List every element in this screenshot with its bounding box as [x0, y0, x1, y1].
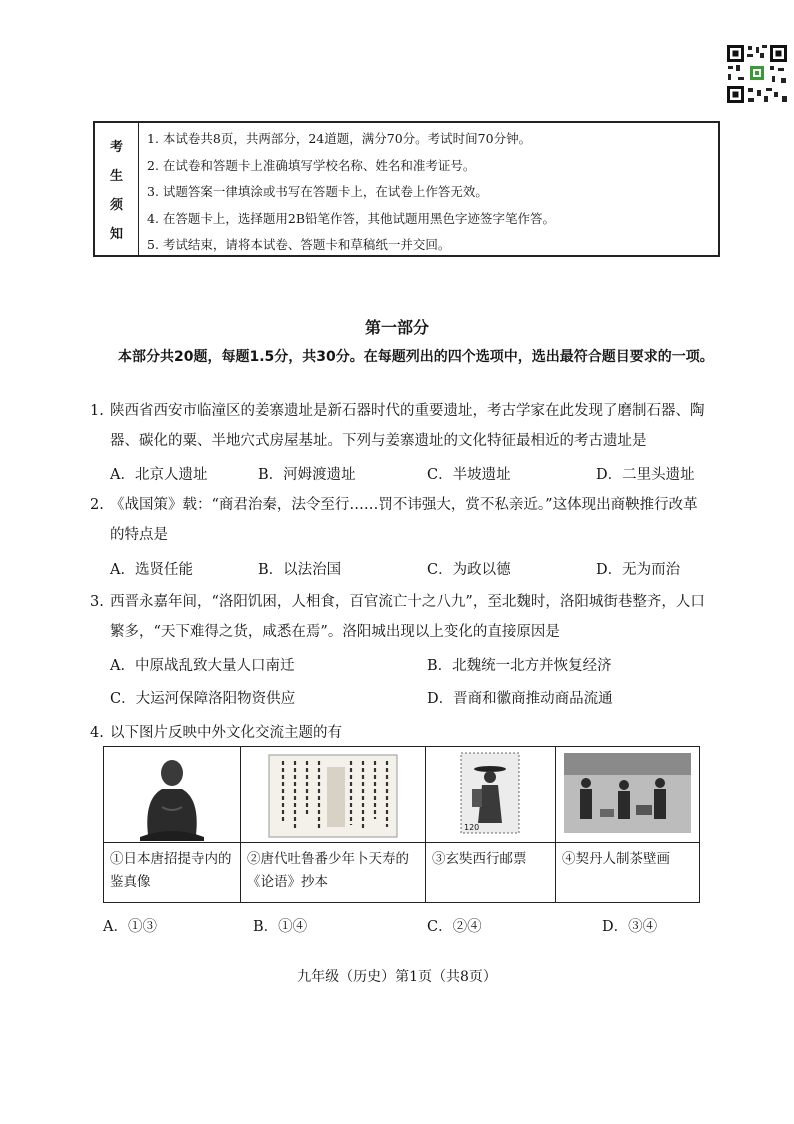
question-number: 4. [90, 725, 104, 741]
picture-column-3 [426, 747, 556, 902]
question-4 [90, 718, 730, 748]
notice-label [95, 123, 139, 255]
question-text: 陕西省西安市临潼区的姜寨遗址是新石器时代的重要遗址，考古学家在此发现了磨制石器、陶 [110, 403, 705, 419]
option-b: B．以法治国 [258, 562, 342, 578]
analects-manuscript-image [241, 747, 425, 843]
picture-caption: ④契丹人制茶壁画 [562, 851, 670, 867]
option-c: C．半坡遗址 [427, 467, 511, 483]
notice-item: 3. 试题答案一律填涂或书写在答题卡上，在试卷上作答无效。 [147, 184, 488, 199]
option-b: B．①④ [253, 919, 308, 935]
jianzhen-statue-image [104, 747, 240, 843]
notice-item: 1. 本试卷共8页，共两部分，24道题，满分70分。考试时间70分钟。 [147, 131, 532, 146]
option-c: C．②④ [427, 919, 482, 935]
stamp-value-label: 120 [464, 823, 480, 832]
picture-caption: ②唐代吐鲁番少年卜天寿的《论语》抄本 [247, 851, 409, 890]
question-2 [90, 490, 730, 550]
picture-cell [556, 747, 699, 843]
question-number: 1. [90, 403, 104, 419]
question-text: 以下图片反映中外文化交流主题的有 [110, 725, 342, 741]
picture-cell [241, 747, 425, 843]
question-text-continued: 器、碳化的粟、半地穴式房屋基址。下列与姜寨遗址的文化特征最相近的考古遗址是 [110, 433, 647, 449]
option-d: D．③④ [602, 919, 658, 935]
option-a: A．中原战乱致大量人口南迁 [110, 658, 295, 674]
question-number: 3. [90, 594, 104, 610]
question-1 [90, 396, 730, 456]
picture-column-2 [241, 747, 426, 902]
option-d: D．晋商和徽商推动商品流通 [427, 691, 613, 707]
question-4-options [103, 915, 730, 941]
picture-caption: ①日本唐招提寺内的鉴真像 [110, 851, 232, 890]
notice-list [139, 123, 718, 255]
question-text: 《战国策》载：“商君治秦，法令至行……罚不讳强大，赏不私亲近。”这体现出商鞅推行改革 [110, 497, 698, 513]
option-a: A．①③ [103, 919, 157, 935]
option-d: D．无为而治 [596, 562, 681, 578]
question-text-continued: 繁多，“天下难得之货，咸悉在焉”。洛阳城出现以上变化的直接原因是 [110, 624, 560, 640]
page-footer: 九年级（历史）第1页（共8页） [297, 969, 497, 985]
notice-label-char: 生 [109, 169, 123, 184]
question-1-options [110, 463, 730, 489]
part-instructions: 本部分共20题，每题1.5分，共30分。在每题列出的四个选项中，选出最符合题目要求的一项。 [118, 349, 714, 365]
picture-column-4 [556, 747, 699, 902]
candidate-notice-box [93, 121, 720, 257]
question-number: 2. [90, 497, 104, 513]
option-c: C．大运河保障洛阳物资供应 [110, 691, 296, 707]
option-b: B．河姆渡遗址 [258, 467, 356, 483]
question-text-continued: 的特点是 [110, 527, 168, 543]
picture-table [103, 746, 700, 903]
option-d: D．二里头遗址 [596, 467, 695, 483]
khitan-tea-mural-image [556, 747, 699, 843]
question-3-options-row-2 [110, 687, 730, 713]
picture-column-1 [104, 747, 241, 902]
option-b: B．北魏统一北方并恢复经济 [427, 658, 612, 674]
notice-label-char: 知 [109, 227, 123, 242]
notice-label-char: 须 [109, 198, 123, 213]
question-text: 西晋永嘉年间，“洛阳饥困，人相食，百官流亡十之八九”，至北魏时，洛阳城街巷整齐，人口 [110, 594, 705, 610]
notice-label-char: 考 [109, 140, 123, 155]
notice-item: 2. 在试卷和答题卡上准确填写学校名称、姓名和准考证号。 [147, 157, 476, 173]
question-2-options [110, 558, 730, 584]
option-a: A．选贤任能 [110, 562, 193, 578]
question-3 [90, 587, 730, 647]
option-a: A．北京人遗址 [110, 467, 208, 483]
qr-code-image [726, 44, 788, 104]
notice-item: 5. 考试结束，请将本试卷、答题卡和草稿纸一并交回。 [147, 237, 451, 252]
question-3-options-row-1 [110, 654, 730, 680]
picture-cell [104, 747, 240, 843]
part-title: 第一部分 [364, 318, 429, 337]
picture-caption: ③玄奘西行邮票 [432, 851, 527, 867]
xuanzang-stamp-image [426, 747, 555, 843]
picture-cell [426, 747, 555, 843]
notice-item: 4. 在答题卡上，选择题用2B铅笔作答，其他试题用黑色字迹签字笔作答。 [147, 210, 556, 226]
option-c: C．为政以德 [427, 562, 511, 578]
